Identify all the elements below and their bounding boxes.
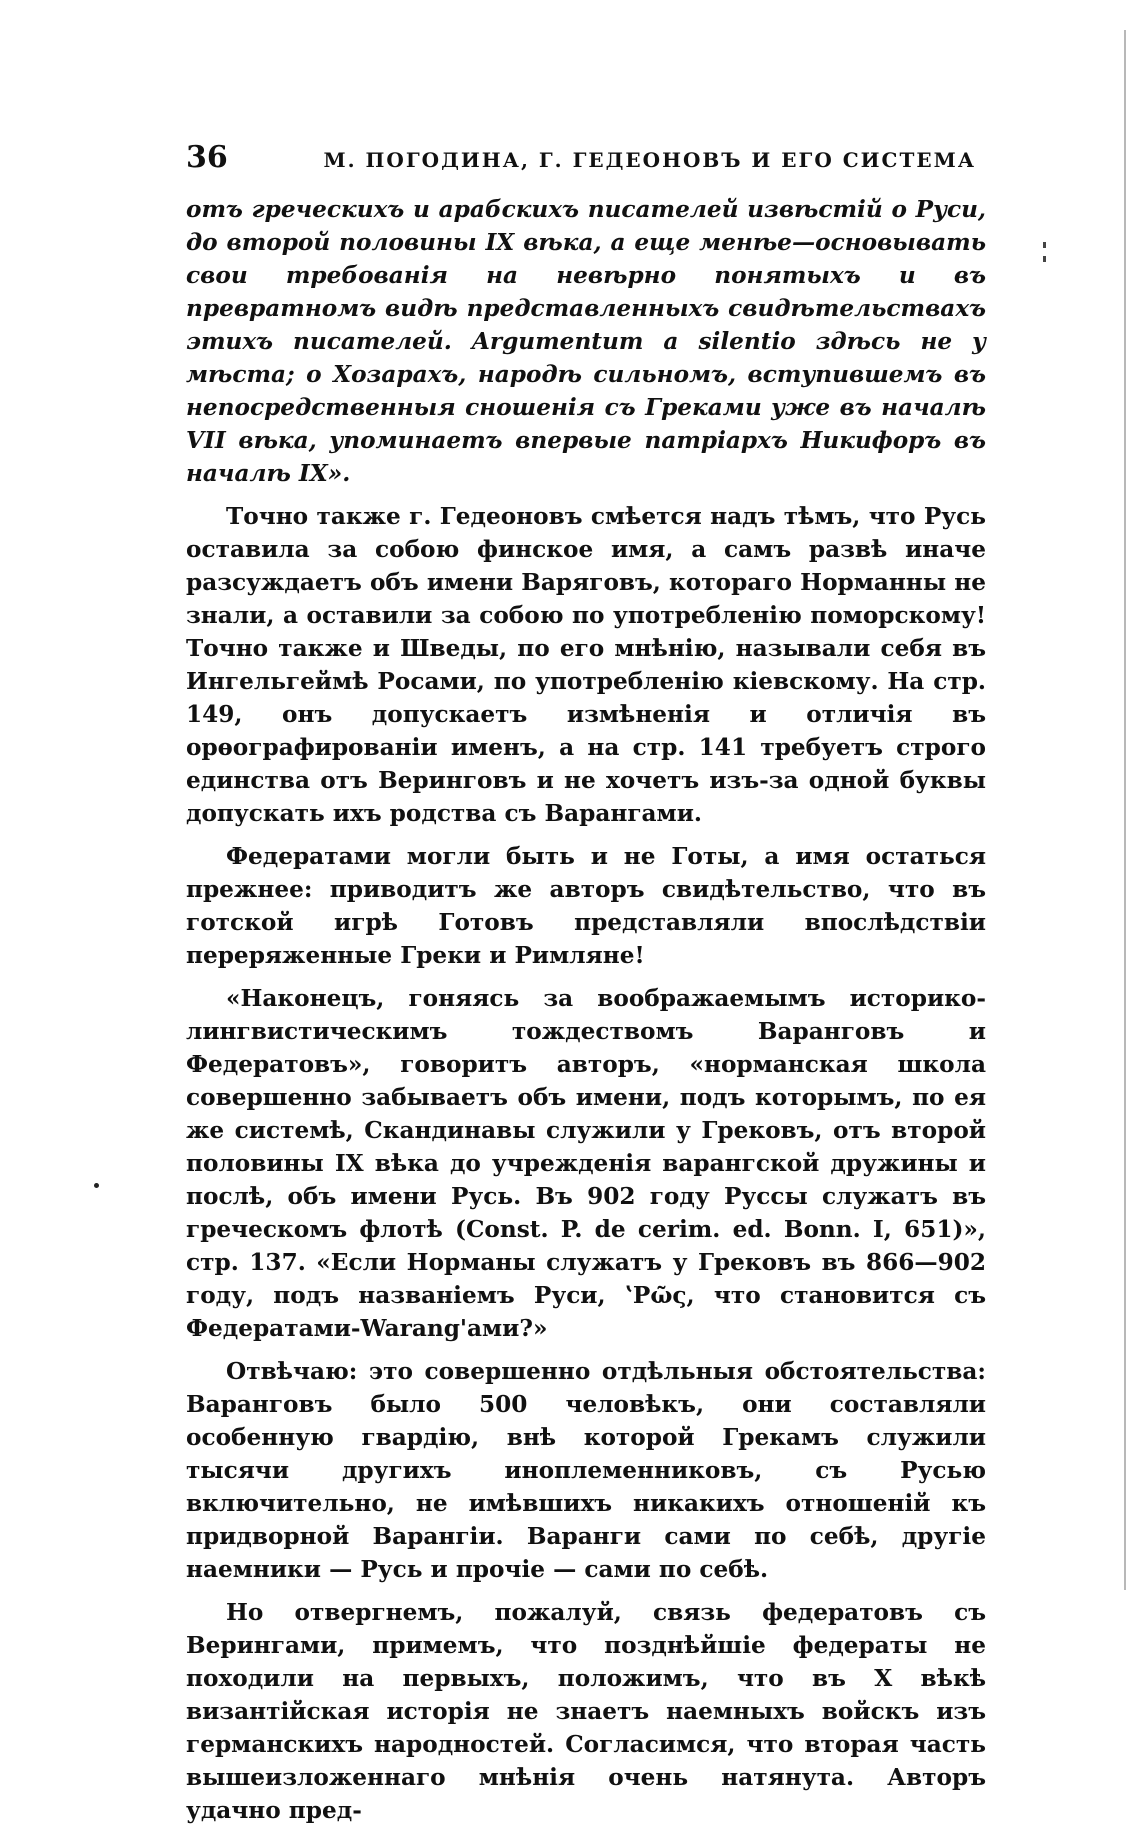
scan-speck <box>1043 256 1046 262</box>
paragraph-body: Отвѣчаю: это совершенно отдѣльныя обстоятельства: Варанговъ было 500 человѣкъ, они составляли особенную гвардію, внѣ которой Грекамъ служили тысячи другихъ иноплеменниковъ, съ Русью включительно, не имѣвшихъ никакихъ отношеній къ придворной Варангіи. Варанги сами по себѣ, другіе наемники — Русь и прочіе — сами по себѣ. <box>186 1358 986 1583</box>
paragraph-quote-continuation: отъ греческихъ и арабскихъ писателей извѣстій о Руси, до второй половины IX вѣка, а еще менѣе—основывать свои требованія на невѣрно понятыхъ и въ превратномъ видѣ представленныхъ свидѣтельствахъ этихъ писателей. Argumentum a silentio здѣсь не у мѣста; о Хозарахъ, народѣ сильномъ, вступившемъ въ непосредственныя сношенія съ Греками уже въ началѣ VII вѣка, упоминаетъ впервые патріархъ Никифоръ въ началѣ IX». <box>186 196 986 487</box>
scan-speck <box>94 1183 99 1188</box>
paragraph-body: Точно также г. Гедеоновъ смѣется надъ тѣмъ, что Русь оставила за собою финское имя, а самъ развѣ иначе разсуждаетъ объ имени Варяговъ, котораго Норманны не знали, а оставили за собою по употребленію поморскому! Точно также и Шведы, по его мнѣнію, называли себя въ Ингельгеймѣ Росами, по употребленію кіевскому. На стр. 149, онъ допускаетъ измѣненія и отличія въ орѳографированіи именъ, а на стр. 141 требуетъ строго единства отъ Веринговъ и не хочетъ изъ-за одной буквы допускать ихъ родства съ Варангами. <box>186 503 986 827</box>
running-header <box>186 140 986 175</box>
paragraph-body: Федератами могли быть и не Готы, а имя остаться прежнее: приводитъ же авторъ свидѣтельство, что въ готской игрѣ Готовъ представляли впослѣдствіи переряженные Греки и Римляне! <box>186 843 986 969</box>
running-title: М. ПОГОДИНА, Г. ГЕДЕОНОВЪ И ЕГО СИСТЕМА <box>323 148 976 172</box>
paragraph-body: Но отвергнемъ, пожалуй, связь федератовъ съ Верингами, примемъ, что позднѣйшіе федераты не походили на первыхъ, положимъ, что въ X вѣкѣ византійская исторія не знаетъ наемныхъ войскъ изъ германскихъ народностей. Согласимся, что вторая часть вышеизложеннаго мнѣнія очень натянута. Авторъ удачно пред- <box>186 1599 986 1824</box>
paragraph-quotation: «Наконецъ, гоняясь за воображаемымъ историко-лингвистическимъ тождествомъ Варанговъ и Федератовъ», говоритъ авторъ, «норманская школа совершенно забываетъ объ имени, подъ которымъ, по ея же системѣ, Скандинавы служили у Грековъ, отъ второй половины IX вѣка до учрежденія варангской дружины и послѣ, объ имени Русь. Въ 902 году Руссы служатъ въ греческомъ флотѣ (Const. P. de cerim. ed. Bonn. I, 651)», стр. 137. «Если Норманы служатъ у Грековъ въ 866—902 году, подъ названіемъ Руси, ʽΡῶς, что становится съ Федератами-Warang'ами?» <box>186 985 986 1342</box>
page-number: 36 <box>186 140 228 175</box>
scan-edge-line <box>1124 30 1126 1590</box>
scan-speck <box>1043 242 1046 248</box>
book-page <box>186 140 986 1827</box>
